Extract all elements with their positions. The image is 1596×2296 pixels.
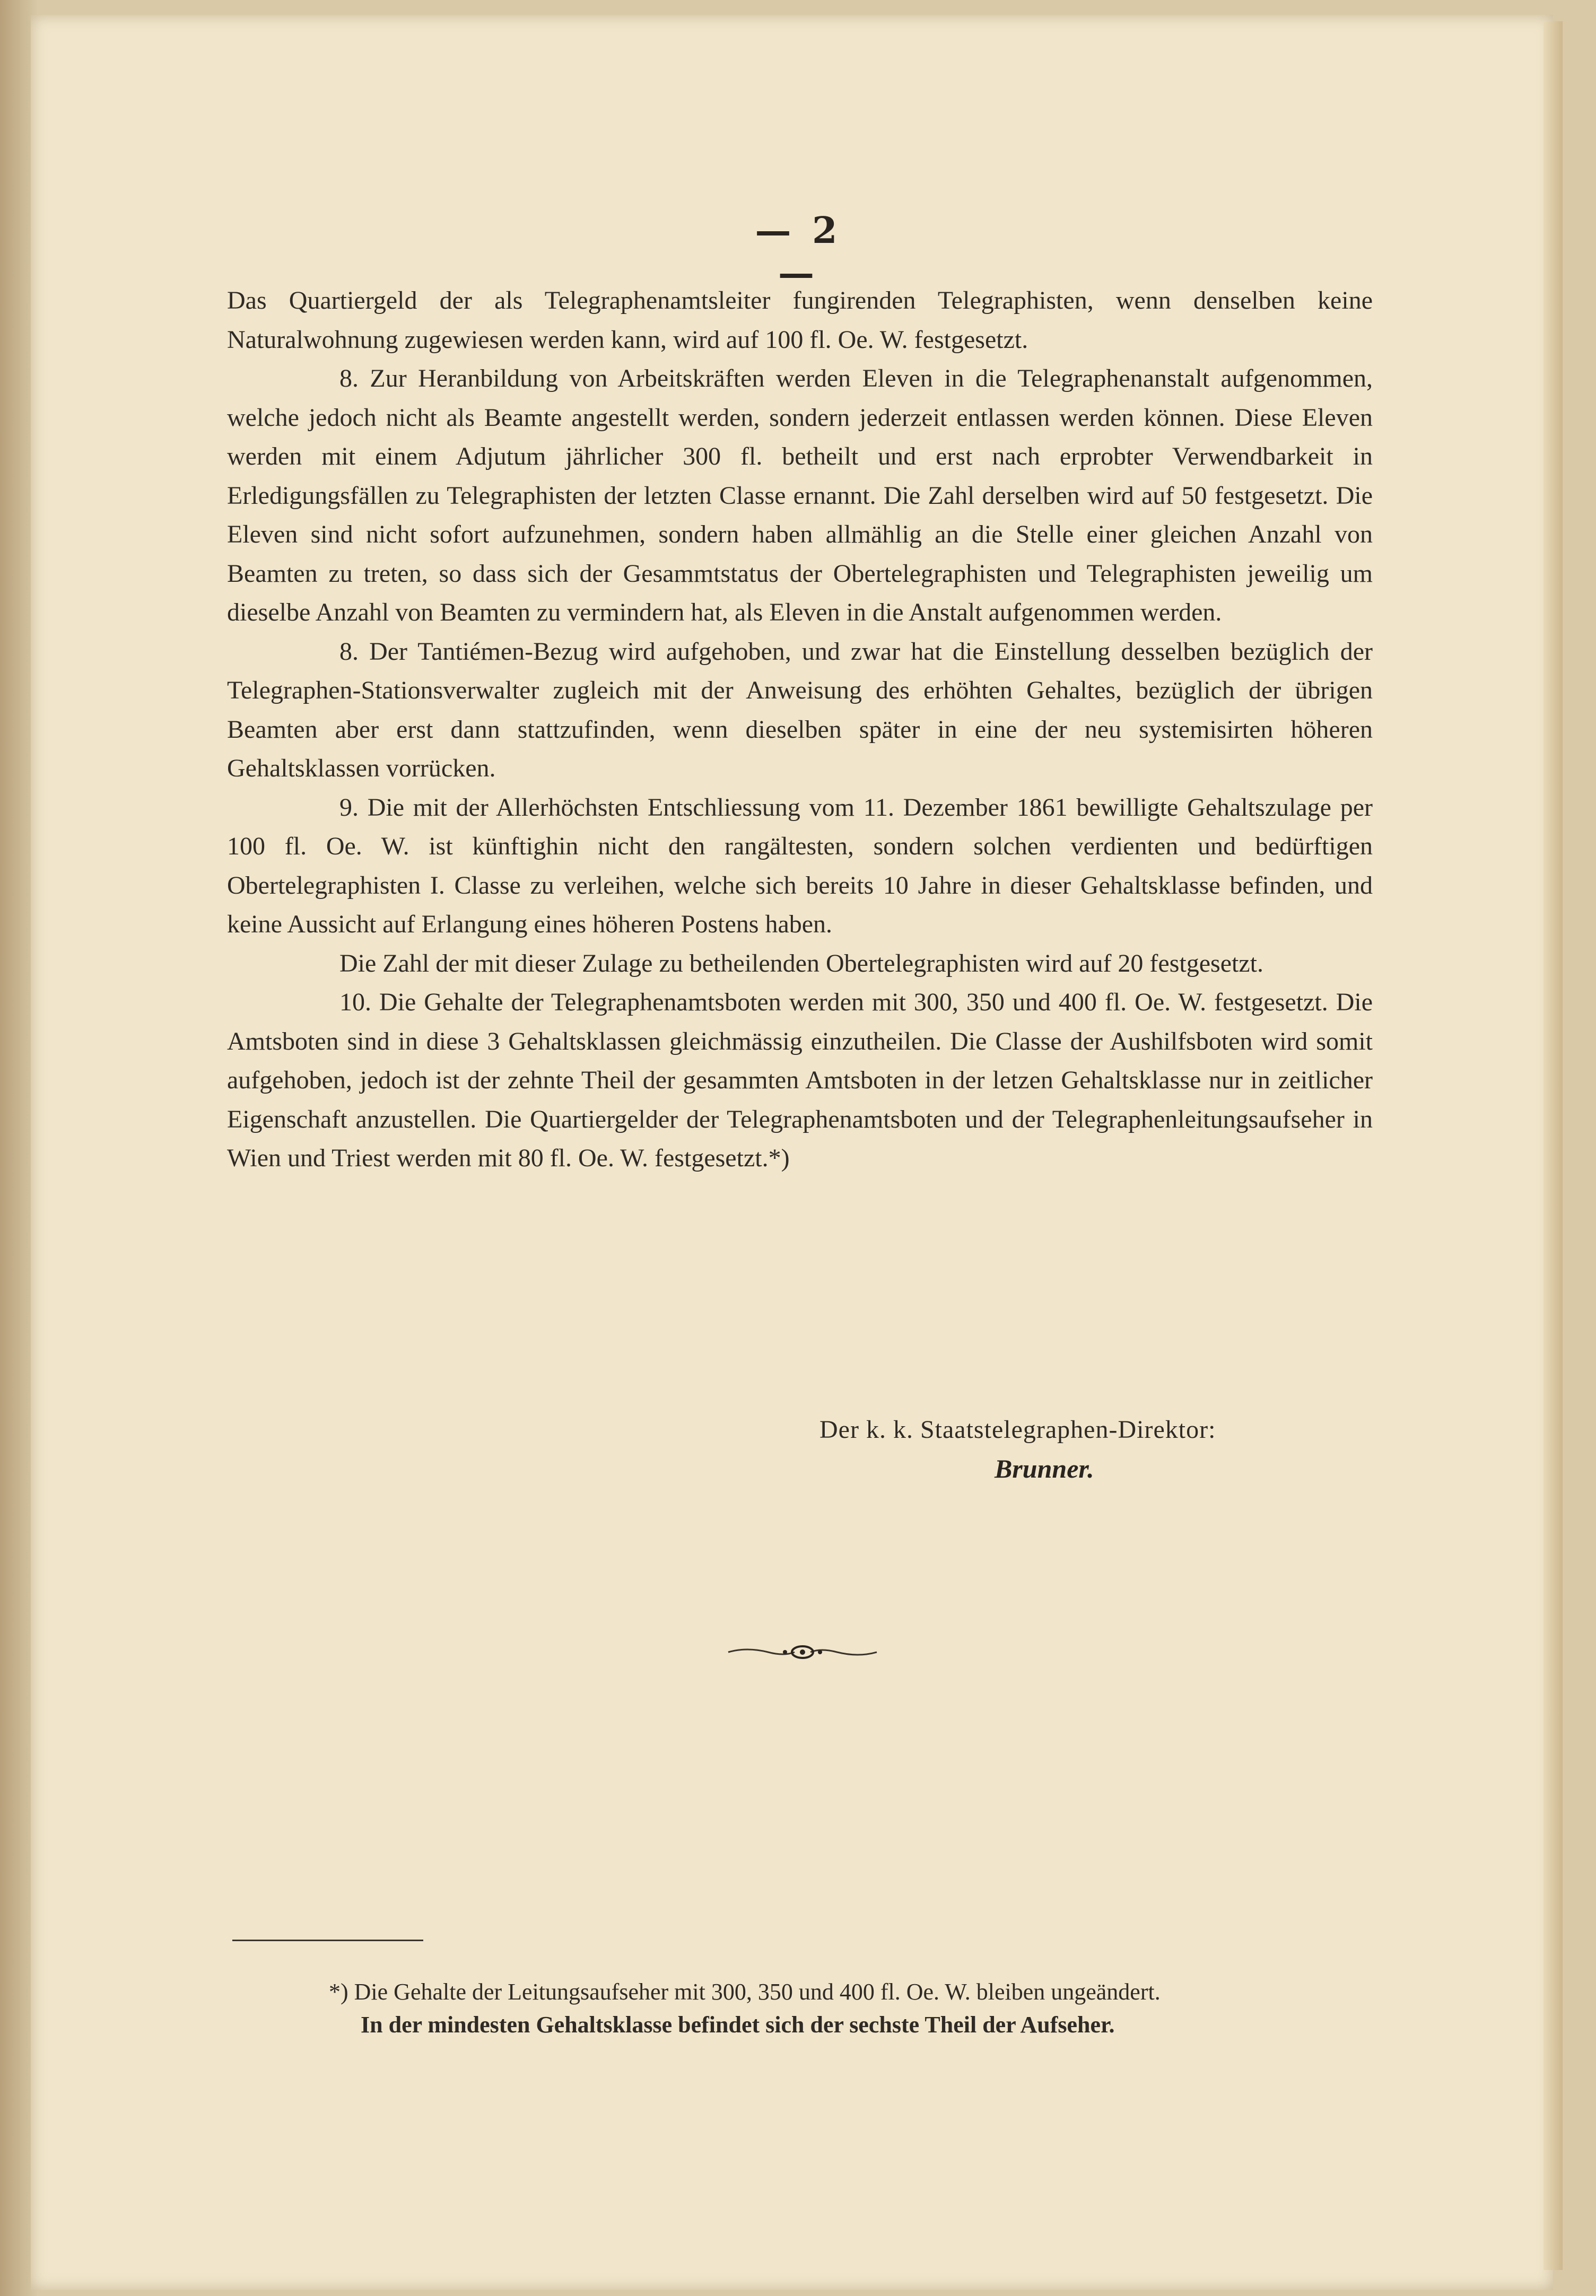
signature-title: Der k. k. Staatstelegraphen-Direktor: <box>819 1416 1216 1444</box>
footnote <box>329 1976 1421 2041</box>
page-edge <box>1543 21 1563 2270</box>
paragraph-amtsboten: 10. Die Gehalte der Telegraphenamtsboten werden mit 300, 350 und 400 fl. Oe. W. festgesetzt. Die Amtsboten sind in diese 3 Gehaltsklassen gleichmässig einzutheilen. Die Classe der Aushilfsboten wird somit aufgehoben, jedoch ist der zehnte Theil der gesammten Amtsboten in der letzen Gehaltsklasse nur in zeitlicher Eigenschaft anzustellen. Die Quartiergelder der Telegraphenamtsboten und der Telegraphenleitungsaufseher in Wien und Triest werden mit 80 fl. Oe. W. festgesetzt.*) <box>227 988 1373 1172</box>
footnote-line-1: *) Die Gehalte der Leitungsaufseher mit 300, 350 und 400 fl. Oe. W. bleiben ungeändert. <box>329 1979 1161 2005</box>
ornament-divider-icon <box>726 1642 879 1663</box>
document-body <box>227 281 1373 1178</box>
signature-name: Brunner. <box>995 1454 1094 1483</box>
page-number: — 2 — <box>755 209 842 294</box>
paragraph-quartiergeld: Das Quartiergeld der als Telegraphenamtsleiter fungirenden Telegraphisten, wenn denselben keine Naturalwohnung zugewiesen werden kann, wird auf 100 fl. Oe. W. festgesetzt. <box>227 286 1373 354</box>
paragraph-eleven: 8. Zur Heranbildung von Arbeitskräften werden Eleven in die Telegraphenanstalt aufgenommen, welche jedoch nicht als Beamte angestellt werden, sondern jederzeit entlassen werden können. Diese Eleven werden mit einem Adjutum jährlicher 300 fl. betheilt und erst nach erprobter Verwendbarkeit in Erledigungsfällen zu Telegraphisten der letzten Classe ernannt. Die Zahl derselben wird auf 50 festgesetzt. Die Eleven sind nicht sofort aufzunehmen, sondern haben allmählig an die Stelle einer gleichen Anzahl von Beamten zu treten, so dass sich der Gesammtstatus der Obertelegraphisten und Telegraphisten jeweilig um dieselbe Anzahl von Beamten zu vermindern hat, als Eleven in die Anstalt aufgenommen werden. <box>227 364 1373 626</box>
footnote-rule <box>232 1940 423 1941</box>
paragraph-zulage-zahl: Die Zahl der mit dieser Zulage zu betheilenden Obertelegraphisten wird auf 20 festgesetzt. <box>339 949 1263 977</box>
footnote-line-2: In der mindesten Gehaltsklasse befindet sich der sechste Theil der Aufseher. <box>361 2012 1115 2038</box>
paragraph-tantiemen: 8. Der Tantiémen-Bezug wird aufgehoben, und zwar hat die Einstellung desselben bezüglich der Telegraphen-Stationsverwalter zugleich mit der Anweisung des erhöhten Gehaltes, bezüglich der übrigen Beamten aber erst dann stattzufinden, wenn dieselben später in eine der neu systemisirten höheren Gehaltsklassen vorrücken. <box>227 637 1373 782</box>
paragraph-gehaltszulage: 9. Die mit der Allerhöchsten Entschliessung vom 11. Dezember 1861 bewilligte Gehaltszulage per 100 fl. Oe. W. ist künftighin nicht den rangältesten, sondern solchen verdienten und bedürftigen Obertelegraphisten I. Classe zu verleihen, welche sich bereits 10 Jahre in dieser Gehaltsklasse befinden, und keine Aussicht auf Erlangung eines höheren Postens haben. <box>227 793 1373 938</box>
